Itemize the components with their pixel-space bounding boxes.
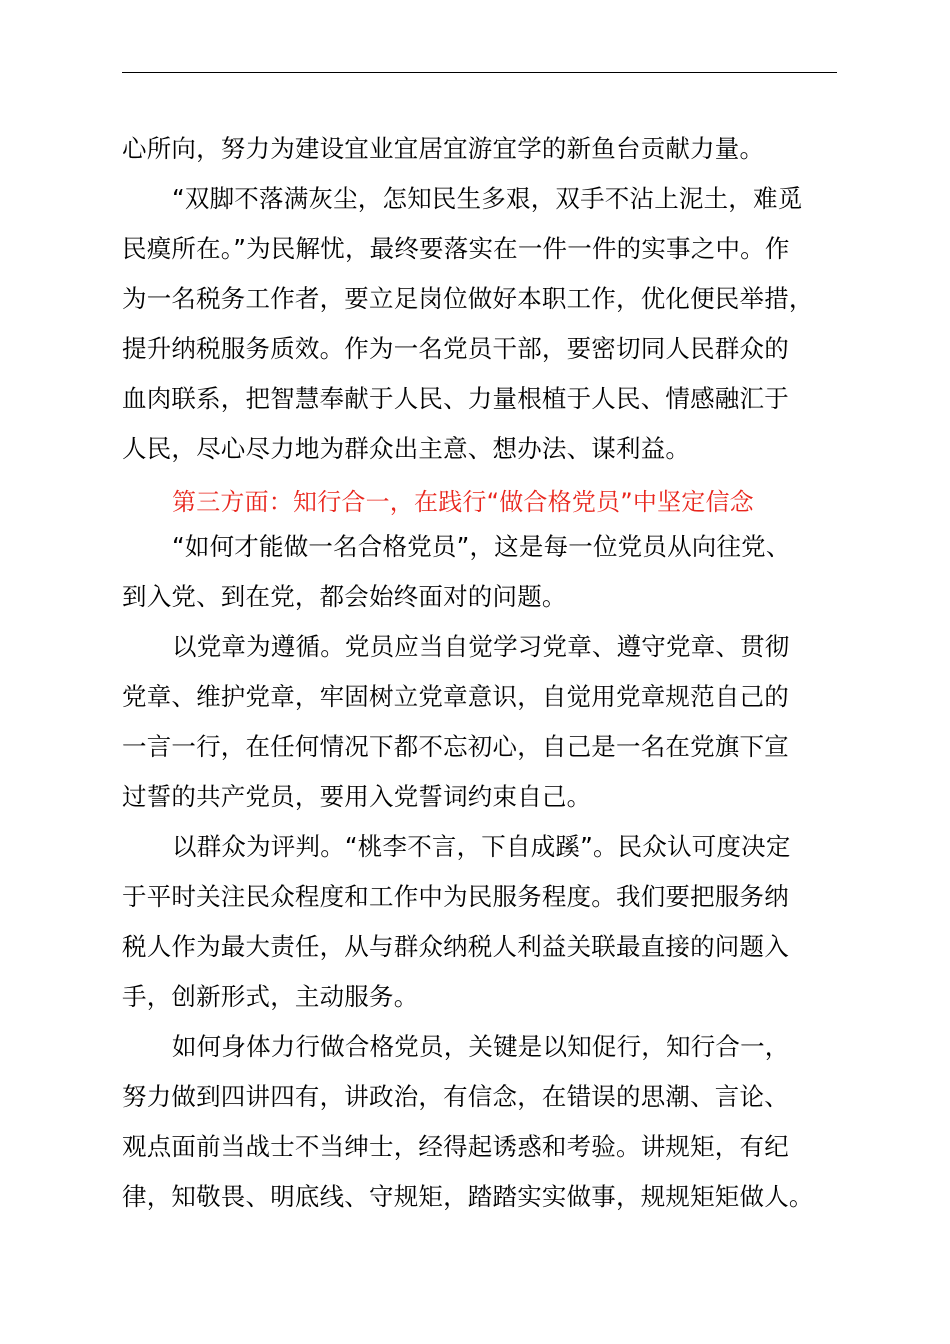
continuation-paragraph	[122, 124, 862, 174]
text-line: “如何才能做一名合格党员”，这是每一位党员从向往党、	[172, 532, 791, 561]
text-line: 以群众为评判。“桃李不言，下自成蹊”。民众认可度决定	[172, 832, 791, 861]
paragraph-4	[122, 822, 862, 1022]
text-line: 到入党、到在党，都会始终面对的问题。	[122, 582, 567, 611]
text-line: 如何身体力行做合格党员，关键是以知促行，知行合一，	[172, 1032, 790, 1061]
text-line: 过誓的共产党员，要用入党誓词约束自己。	[122, 782, 592, 811]
text-line: 心所向，努力为建设宜业宜居宜游宜学的新鱼台贡献力量。	[122, 134, 765, 163]
header-rule	[122, 72, 837, 73]
text-line: 血肉联系，把智慧奉献于人民、力量根植于人民、情感融汇于	[122, 384, 789, 413]
paragraph-3	[122, 622, 862, 822]
section-heading: 第三方面：知行合一，在践行“做合格党员”中坚定信念	[172, 488, 754, 516]
text-line: 税人作为最大责任，从与群众纳税人利益关联最直接的问题入	[122, 932, 789, 961]
text-line: 于平时关注民众程度和工作中为民服务程度。我们要把服务纳	[122, 882, 789, 911]
text-line: 律，知敬畏、明底线、守规矩，踏踏实实做事，规规矩矩做人。	[122, 1182, 814, 1211]
paragraph-1	[122, 174, 862, 474]
text-line: 努力做到四讲四有，讲政治，有信念，在错误的思潮、言论、	[122, 1082, 789, 1111]
text-line: 以党章为遵循。党员应当自觉学习党章、遵守党章、贯彻	[172, 632, 790, 661]
text-line: 为一名税务工作者，要立足岗位做好本职工作，优化便民举措，	[122, 284, 814, 313]
paragraph-2	[122, 522, 862, 622]
document-body	[122, 124, 862, 1222]
text-line: 一言一行，在任何情况下都不忘初心，自己是一名在党旗下宣	[122, 732, 789, 761]
spacer	[122, 474, 862, 482]
text-line: 手，创新形式，主动服务。	[122, 982, 419, 1011]
text-line: “双脚不落满灰尘，怎知民生多艰，双手不沾上泥土，难觅	[172, 184, 803, 213]
paragraph-5	[122, 1022, 862, 1222]
text-line: 民瘼所在。”为民解忧，最终要落实在一件一件的实事之中。作	[122, 234, 790, 263]
text-line: 提升纳税服务质效。作为一名党员干部，要密切同人民群众的	[122, 334, 789, 363]
text-line: 人民，尽心尽力地为群众出主意、想办法、谋利益。	[122, 434, 691, 463]
text-line: 党章、维护党章，牢固树立党章意识，自觉用党章规范自己的	[122, 682, 789, 711]
text-line: 观点面前当战士不当绅士，经得起诱惑和考验。讲规矩，有纪	[122, 1132, 789, 1161]
